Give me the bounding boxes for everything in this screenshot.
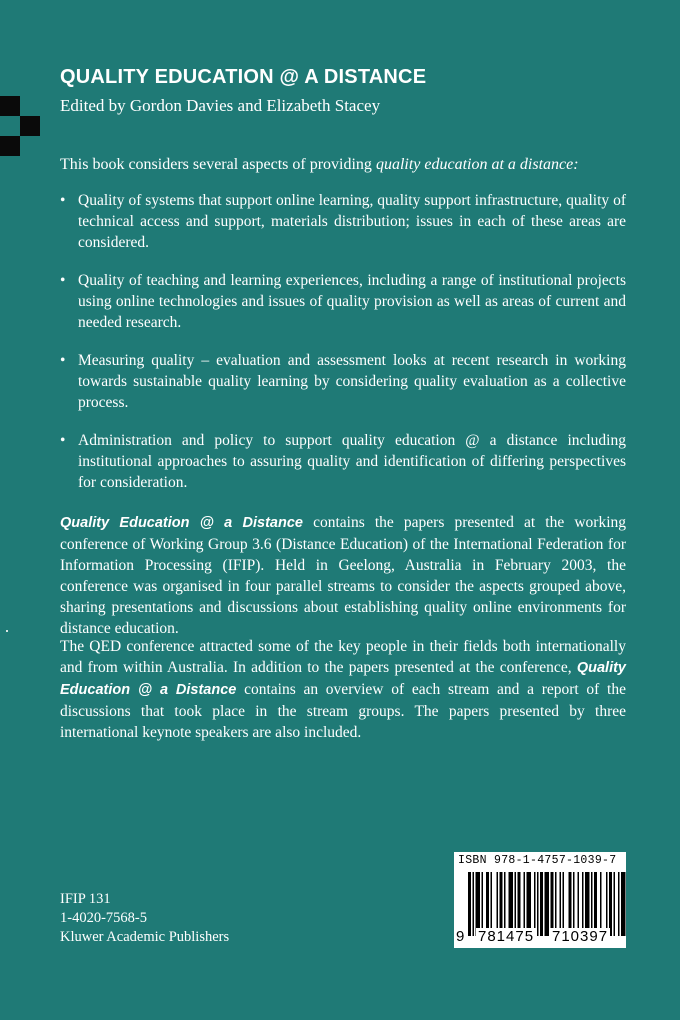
speck (6, 630, 8, 632)
barcode-bar (560, 872, 562, 936)
barcode-bar (573, 872, 575, 936)
isbn-short: 1-4020-7568-5 (60, 910, 147, 926)
list-item: • Quality of teaching and learning experiences, including a range of institutional projects using online technologies and issues of quality provision as well as areas of current and needed research. (60, 270, 626, 333)
isbn-label: ISBN 978-1-4757-1039-7 (458, 854, 617, 867)
barcode-bar (594, 872, 597, 936)
editors-line: Edited by Gordon Davies and Elizabeth Stacey (60, 96, 381, 115)
intro-sentence (60, 154, 640, 175)
conference-paragraph (60, 512, 626, 639)
barcode-digits-left: 781475 (478, 928, 535, 945)
barcode-bar (585, 872, 590, 936)
barcode-bar (504, 872, 506, 936)
paragraph-text: contains an overview of each stream and a report of the discussions that took place in the stream groups. The papers presented by three international keynote speakers are also included. (60, 681, 626, 741)
barcode-digit-first: 9 (456, 928, 465, 945)
barcode-bar (578, 872, 580, 936)
barcode-bar (476, 872, 481, 936)
barcode-digits-right: 710397 (552, 928, 609, 945)
list-item: • Quality of systems that support online learning, quality support infrastructure, quality of technical access and support, materials distribution; issues in each of these areas are considered. (60, 190, 626, 253)
barcode-bar (524, 872, 526, 936)
imprint-block (60, 890, 229, 947)
decorative-square (20, 116, 40, 136)
barcode-bar (518, 872, 521, 936)
barcode-bar (540, 872, 543, 936)
barcode-bar (497, 872, 499, 936)
barcode-bar (482, 872, 484, 936)
barcode-bar (614, 872, 616, 936)
barcode-bar (551, 872, 554, 936)
barcode-bar (609, 872, 612, 936)
barcode-bar (618, 872, 620, 936)
aspects-list (60, 190, 626, 493)
barcode-bar (515, 872, 517, 936)
isbn-barcode (454, 852, 626, 948)
barcode-bar (606, 872, 608, 936)
barcode-bar (534, 872, 536, 936)
book-title: QUALITY EDUCATION @ A DISTANCE (60, 66, 427, 88)
barcode-bar (500, 872, 503, 936)
publisher-name: Kluwer Academic Publishers (60, 929, 230, 945)
intro-emphasis: quality education at a distance: (375, 156, 579, 173)
barcode-bar (491, 872, 493, 936)
decorative-square (0, 96, 20, 116)
barcode-bar (527, 872, 532, 936)
barcode-bar (600, 872, 602, 936)
book-title-inline: Quality Education @ a Distance (60, 660, 626, 698)
decorative-square (0, 136, 20, 156)
barcode-bar (468, 872, 471, 936)
barcode-bar (545, 872, 550, 936)
barcode-bar (621, 872, 626, 936)
barcode-bar (537, 872, 539, 936)
barcode-bar (569, 872, 572, 936)
barcode-bar (582, 872, 584, 936)
barcode-bar (563, 872, 565, 936)
barcode-bar (555, 872, 557, 936)
attendees-paragraph (60, 636, 626, 743)
barcode-bar (473, 872, 475, 936)
list-item: • Measuring quality – evaluation and assessment looks at recent research in working towards sustainable quality learning by considering quality evaluation as a collective process. (60, 350, 626, 413)
barcode-bar (486, 872, 489, 936)
barcode-bar (591, 872, 593, 936)
paragraph-text: contains the papers presented at the working conference of Working Group 3.6 (Distance Education) of the International Federation for Information Processing (IFIP). Held in Geelong, Australia in February 2003, the conference was organised in four parallel streams to consider the aspects grouped above, sharing presentations and discussions about establishing quality online environments for distance education. (60, 514, 626, 637)
book-title-inline: Quality Education @ a Distance (60, 515, 303, 531)
series-number: IFIP 131 (60, 891, 111, 907)
intro-lead: This book considers several aspects of providing (60, 156, 376, 173)
paragraph-text: The QED conference attracted some of the key people in their fields both internationally and from within Australia. In addition to the papers presented at the conference, (60, 638, 626, 676)
barcode-bar (509, 872, 514, 936)
list-item: • Administration and policy to support quality education @ a distance including institutional approaches to assuring quality and identification of differing perspectives for consideration. (60, 430, 626, 493)
